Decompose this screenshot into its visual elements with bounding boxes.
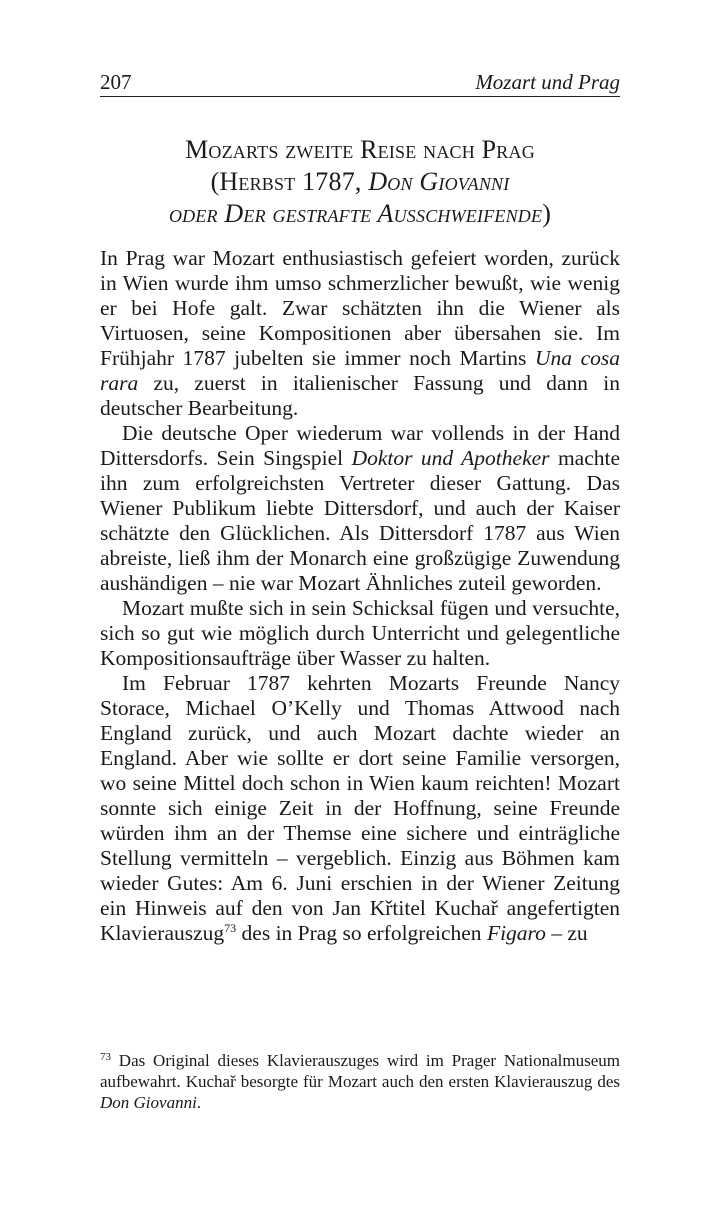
running-head-title: Mozart und Prag <box>475 70 620 94</box>
paragraph-4: Im Februar 1787 kehrten Mozarts Freunde Nancy Storace, Michael O’Kelly und Thomas Attwood nach England zurück, und auch Mozart dachte wieder an England. Aber wie sollte er dort seine Familie versorgen, wo seine Mittel doch schon in Wien kaum reichten! Mozart sonnte sich einige Zeit in der Hoffnung, seine Freunde würden ihm an der Themse eine sichere und einträgliche Stellung vermitteln – vergeblich. Einzig aus Böhmen kam wieder Gutes: Am 6. Juni erschien in der Wiener Zeitung ein Hinweis auf den von Jan Křtitel Kuchař angefertigten Klavierauszug$^{73}$ des in Prag so erfolgreichen Figaro – zu <box>100 671 620 945</box>
paragraph-1: In Prag war Mozart enthusiastisch gefeiert worden, zurück in Wien wurde ihm umso schmerzlicher bewußt, wie wenig er bei Hofe galt. Zwar schätzten ihn die Wiener als Virtuosen, seine Kompositionen aber übersahen sie. Im Frühjahr 1787 jubelten sie immer noch Martins Una cosa rara zu, zuerst in italienischer Fassung und dann in deutscher Bearbeitung. <box>100 246 621 420</box>
footnote-marker: 73 <box>100 1051 111 1063</box>
body-text <box>100 246 620 946</box>
paragraph-2: Die deutsche Oper wiederum war vollends in der Hand Dittersdorfs. Sein Singspiel Doktor und Apotheker machte ihn zum erfolgreichsten Vertreter dieser Gattung. Das Wiener Publikum liebte Dittersdorf, und auch der Kaiser schätzte den Glücklichen. Als Dittersdorf 1787 aus Wien abreiste, ließ ihm der Monarch eine großzügige Zuwendung aushändigen – nie war Mozart Ähnliches zuteil geworden. <box>100 421 621 595</box>
chapter-title <box>100 134 620 230</box>
chapter-title-line-1: Mozarts zweite Reise nach Prag <box>185 135 535 164</box>
page-number: 207 <box>100 70 132 94</box>
chapter-title-line-3: oder Der gestrafte Ausschweifende) <box>168 199 552 228</box>
chapter-title-line-2: (Herbst 1787, Don Giovanni <box>210 167 510 196</box>
footnote: $^{73}$ Das Original dieses Klavierauszuges wird im Prager Nationalmuseum aufbewahrt. Kuchař besorgte für Mozart auch den ersten Klavierauszug des Don Giovanni. <box>100 1051 620 1112</box>
footnote-reference: 73 <box>224 921 237 935</box>
paragraph-3: Mozart mußte sich in sein Schicksal fügen und versuchte, sich so gut wie möglich durch Unterricht und gelegentliche Kompositionsaufträge über Wasser zu halten. <box>100 596 620 670</box>
running-header <box>100 68 620 97</box>
